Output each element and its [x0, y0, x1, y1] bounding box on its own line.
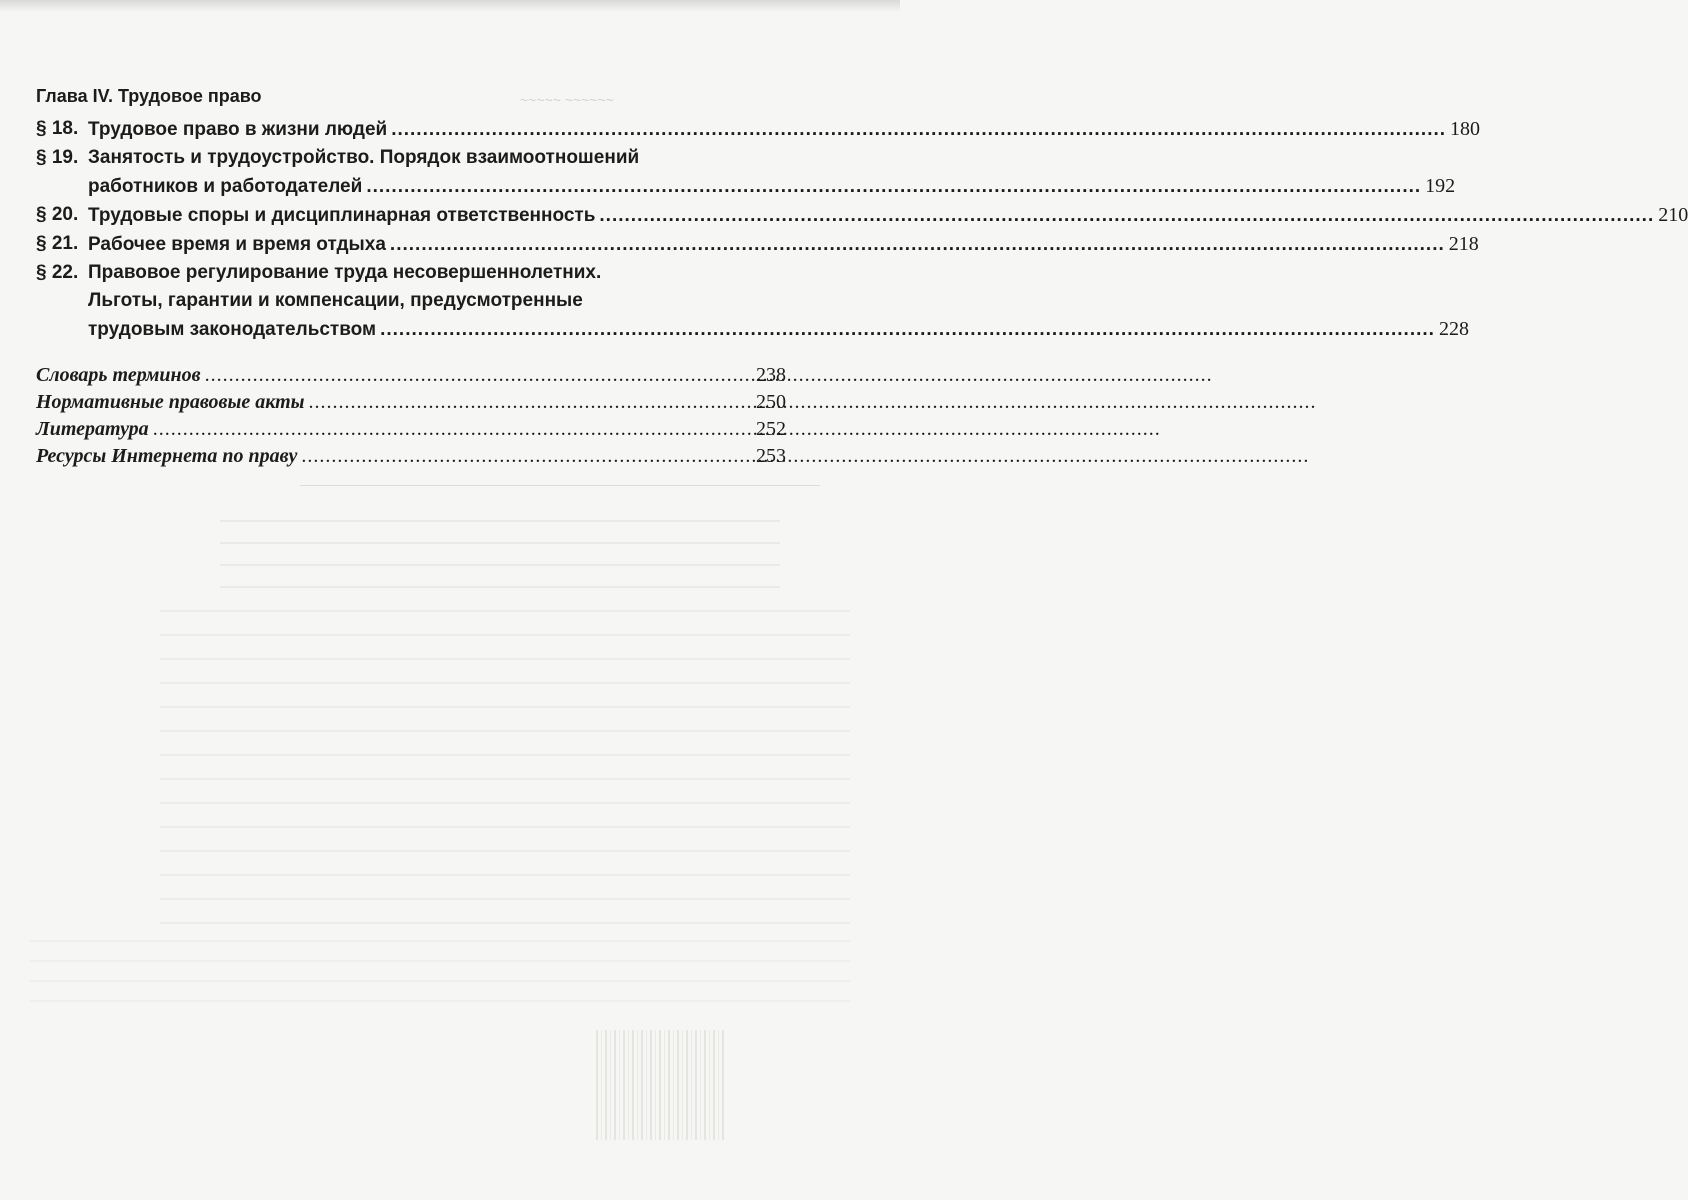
entry-body [88, 230, 1479, 259]
entry-line [88, 287, 1469, 315]
toc-appendix-entry[interactable] [36, 362, 786, 389]
entry-title: Льготы, гарантии и компенсации, предусмотренные [88, 290, 583, 311]
dot-leader [366, 173, 1421, 201]
toc-appendix-entries [36, 362, 786, 470]
page-number: 218 [1448, 233, 1479, 255]
print-through [220, 520, 780, 600]
entry-title: Литература [36, 418, 149, 440]
print-through [300, 485, 820, 487]
entry-title: трудовым законодательством [88, 319, 377, 340]
section-number: § 19. [36, 147, 79, 168]
dot-leader [390, 231, 1445, 259]
entry-line [88, 201, 1688, 230]
toc-entry[interactable] [36, 230, 1479, 259]
entry-title: Трудовые споры и дисциплинарная ответственность [88, 205, 596, 226]
section-number: § 22. [36, 262, 79, 283]
section-number: § 20. [36, 204, 79, 225]
entry-title: Занятость и трудоустройство. Порядок взаимоотношений [88, 147, 640, 168]
page-number: 192 [1425, 175, 1456, 197]
entry-line [88, 259, 1469, 287]
dot-leader [309, 389, 752, 416]
page-number: 252 [756, 418, 786, 440]
page-top-shadow [0, 0, 900, 12]
print-through [160, 610, 850, 930]
section-number: § 18. [36, 118, 79, 139]
toc-appendix-entry[interactable] [36, 389, 786, 416]
entry-title: Нормативные правовые акты [36, 391, 305, 413]
entry-body [88, 259, 1469, 344]
entry-line [88, 115, 1480, 144]
print-through-barcode [596, 1030, 726, 1140]
entry-body [88, 201, 1688, 230]
toc-entry[interactable] [36, 144, 1456, 201]
print-through [30, 940, 850, 1020]
entry-title: Ресурсы Интернета по праву [36, 445, 298, 467]
page-number: 228 [1438, 318, 1469, 340]
entry-line [88, 315, 1469, 344]
toc-appendix-entry[interactable] [36, 416, 786, 443]
entry-title: Словарь терминов [36, 364, 201, 386]
dot-leader [599, 202, 1654, 230]
section-number: § 21. [36, 233, 79, 254]
toc-entry[interactable] [36, 259, 1469, 344]
dot-leader [205, 362, 752, 389]
page-number: 238 [756, 364, 786, 386]
dot-leader [380, 316, 1435, 344]
page-number: 250 [756, 391, 786, 413]
print-through: ~~~~~ ~~~~~~ [520, 92, 614, 108]
toc-appendix-entry[interactable] [36, 443, 786, 470]
entry-title: Правовое регулирование труда несовершеннолетних. [88, 262, 602, 283]
entry-title: Рабочее время и время отдыха [88, 234, 386, 255]
toc-entry[interactable] [36, 115, 1481, 144]
entry-body [88, 115, 1480, 144]
entry-line [88, 230, 1479, 259]
entry-title: работников и работодателей [88, 176, 363, 197]
dot-leader [301, 443, 752, 470]
entry-title: Трудовое право в жизни людей [88, 119, 388, 140]
entry-body [88, 144, 1455, 201]
page-number: 180 [1450, 118, 1481, 140]
dot-leader [153, 416, 752, 443]
page-number: 210 [1658, 204, 1688, 226]
entry-line [88, 172, 1455, 201]
toc-entries [36, 115, 1688, 344]
toc-entry[interactable] [36, 201, 1688, 230]
table-of-contents [36, 86, 1688, 470]
page-number: 253 [756, 445, 786, 467]
chapter-heading: Глава IV. Трудовое право [36, 86, 262, 106]
dot-leader [391, 116, 1446, 144]
entry-line [88, 144, 1455, 172]
